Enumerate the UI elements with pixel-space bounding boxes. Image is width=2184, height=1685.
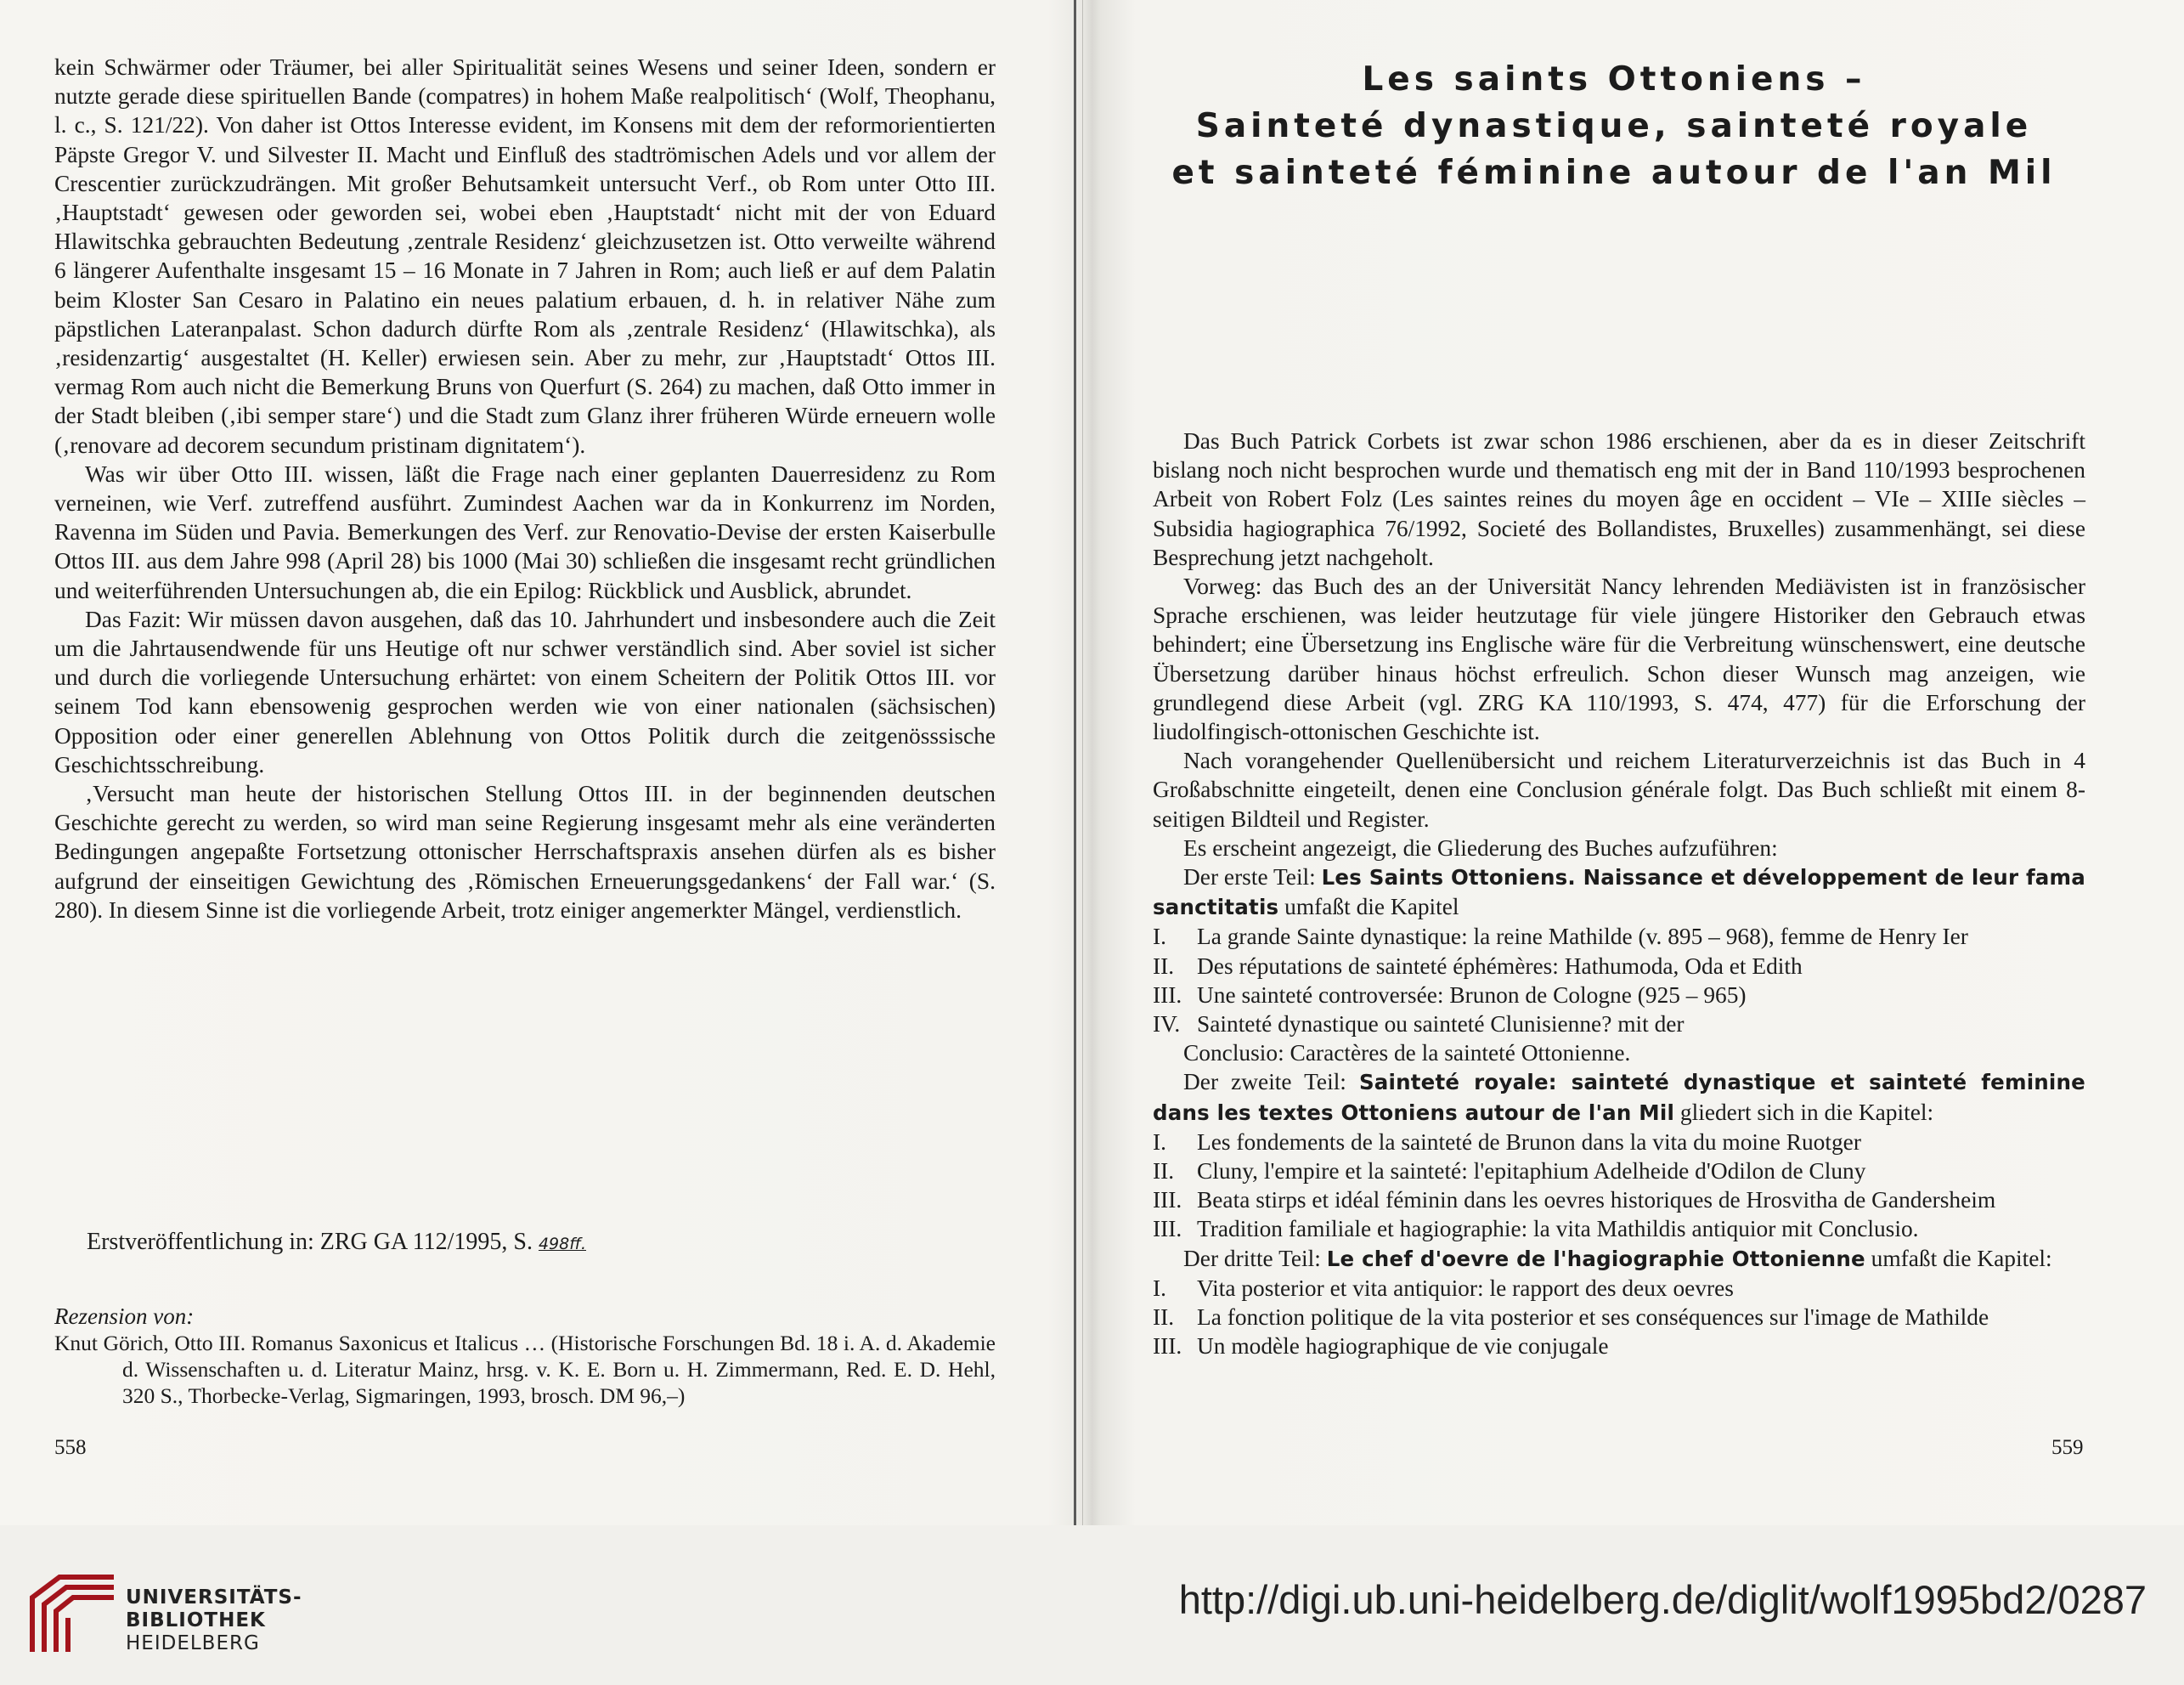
conclusio-line: Conclusio: Caractères de la sainteté Ottonienne. <box>1183 1040 1631 1066</box>
digitization-footer <box>0 1525 2184 1685</box>
list-item: II. Des réputations de sainteté éphémères: Hathumoda, Oda et Edith <box>1153 953 1803 979</box>
list-item: I. Les fondements de la sainteté de Brunon dans la vita du moine Ruotger <box>1153 1128 1861 1155</box>
part-heading: Der dritte Teil: Le chef d'oevre de l'hagiographie Ottonienne umfaßt die Kapitel: <box>1183 1245 2052 1271</box>
review-label: Rezension von: <box>54 1303 195 1329</box>
left-page-body <box>54 53 996 924</box>
list-item: I. La grande Sainte dynastique: la reine Mathilde (v. 895 – 968), femme de Henry Ier <box>1153 924 1968 950</box>
list-item: III. Beata stirps et idéal féminin dans les oevres historiques de Hrosvitha de Gandersheim <box>1153 1187 1996 1213</box>
title-line: Sainteté dynastique, sainteté royale <box>1195 107 2033 145</box>
right-paragraph: Vorweg: das Buch des an der Universität Nancy lehrenden Mediävisten ist in französischer Sprache erschienen, was leider heutzutage für viele jüngere Historiker den Gebrauch etwas behindert; eine Übersetzung ins Englische wäre für die Verbreitung wünschenswert, eine deutsche Übersetzung darüber hinaus höchst erfreulich. Schon dieser Wunsch mag anzeigen, wie grundlegend diese Arbeit (vgl. ZRG KA 110/1993, S. 474, 477) für die Erforschung der liudolfingisch-ottonischen Geschichte ist. <box>1153 574 2085 745</box>
article-title <box>1087 56 2141 196</box>
library-name: UNIVERSITÄTS- BIBLIOTHEK HEIDELBERG <box>126 1586 302 1654</box>
right-page-body <box>1153 427 2085 1361</box>
left-paragraph: Das Fazit: Wir müssen davon ausgehen, daß das 10. Jahrhundert und insbesondere auch die Zeit um die Jahrtausendwende für uns Heutige oft nur schwer verständlich sind. Aber soviel ist sicher und durch die vorliegende Untersuchung erhärtet: von einem Scheitern der Politik Ottos III. vor seinem Tod kann ebensowenig gesprochen werden wie von einer nationalen (sächsischen) Opposition oder einer generellen Ablehnung von Ottos Politik durch die zeitgenösssische Geschichtsschreibung. <box>54 606 996 777</box>
title-line: et sainteté féminine autour de l'an Mil <box>1171 154 2057 192</box>
list-item: III. Une sainteté controversée: Brunon de Cologne (925 – 965) <box>1153 981 1747 1008</box>
review-citation: Knut Görich, Otto III. Romanus Saxonicus et Italicus … (Historische Forschungen Bd. 18 i. A. d. Akademie d. Wissenschaften u. d. Literatur Mainz, hrsg. v. K. E. Born u. H. Zimmermann, Red. E. D. Hehl, 320 S., Thorbecke-Verlag, Sigmaringen, 1993, brosch. DM 96,–) <box>54 1331 996 1408</box>
list-item: II. Cluny, l'empire et la sainteté: l'epitaphium Adelheide d'Odilon de Cluny <box>1153 1158 1866 1185</box>
page-number-left: 558 <box>54 1436 87 1459</box>
right-paragraph: Es erscheint angezeigt, die Gliederung des Buches aufzuführen: <box>1183 834 1778 861</box>
title-line: Les saints Ottoniens – <box>1362 60 1866 99</box>
library-logo-icon <box>25 1572 121 1657</box>
chapter-list <box>1153 922 2085 1038</box>
left-paragraph: ‚Versucht man heute der historischen Stellung Ottos III. in der beginnenden deutschen Geschichte gerecht zu werden, so wird man seine Regierung insgesamt mehr als eine veränderten Bedingungen angepaßte Fortsetzung ottonischer Herrschaftspraxis ansehen dürfen als es bisher aufgrund der einseitigen Gewichtung des ‚Römischen Erneuerungsgedankens‘ der Fall war.‘ (S. 280). In diesem Sinne ist die vorliegende Arbeit, trotz einiger angemerkter Mängel, verdienstlich. <box>54 781 996 923</box>
list-item: II. La fonction politique de la vita posterior et ses conséquences sur l'image de Mathilde <box>1153 1304 1989 1331</box>
review-of <box>54 1303 996 1409</box>
right-paragraph: Nach vorangehender Quellenübersicht und reichem Literaturverzeichnis ist das Buch in 4 Großabschnitte eingeteilt, denen eine Conclusion générale folgt. Das Buch schließt mit einem 8-seitigen Bildteil und Register. <box>1153 748 2085 832</box>
publication-note: Erstveröffentlichung in: ZRG GA 112/1995, S. 498ff. <box>87 1229 586 1255</box>
list-item: III. Tradition familiale et hagiographie: la vita Mathildis antiquior mit Conclusio. <box>1153 1216 1919 1242</box>
chapter-list <box>1153 1128 2085 1244</box>
part-heading: Der erste Teil: Les Saints Ottoniens. Naissance et développement de leur fama sanctitatis umfaßt die Kapitel <box>1153 864 2086 920</box>
list-item: IV. Sainteté dynastique ou sainteté Clunisienne? mit der <box>1153 1011 1685 1038</box>
page-crease <box>1082 0 1083 1525</box>
handwritten-page-range: 498ff. <box>538 1235 586 1253</box>
chapter-list <box>1153 1274 2085 1361</box>
book-gutter <box>1074 0 1076 1525</box>
part-heading: Der zweite Teil: Sainteté royale: sainteté dynastique et sainteté feminine dans les textes Ottoniens autour de l'an Mil gliedert sich in die Kapitel: <box>1153 1069 2085 1125</box>
permalink-url[interactable]: http://digi.ub.uni-heidelberg.de/diglit/wolf1995bd2/0287 <box>1178 1577 2147 1622</box>
list-item: I. Vita posterior et vita antiquior: le rapport des deux oevres <box>1153 1275 1734 1301</box>
left-paragraph: Was wir über Otto III. wissen, läßt die Frage nach einer geplanten Dauerresidenz zu Rom verneinen, wie Verf. zutreffend ausführt. Zumindest Aachen war da in Konkurrenz im Norden, Ravenna im Süden und Pavia. Bemerkungen des Verf. zur Renovatio-Devise der ersten Kaiserbulle Ottos III. aus dem Jahre 998 (April 28) bis 1000 (Mai 30) schließen die insgesamt recht gründlichen und weiterführenden Untersuchungen ab, die ein Epilog: Rückblick und Ausblick, abrundet. <box>54 461 996 603</box>
list-item: III. Un modèle hagiographique de vie conjugale <box>1153 1333 1609 1360</box>
left-paragraph: kein Schwärmer oder Träumer, bei aller Spiritualität seines Wesens und seiner Ideen, sondern er nutzte gerade diese spirituellen Bande (compatres) in hohem Maße realpolitisch‘ (Wolf, Theophanu, l. c., S. 121/22). Von daher ist Ottos Interesse evident, im Konsens mit dem der reformorientierten Päpste Gregor V. und Silvester II. Macht und Einfluß des stadtrömischen Adels und vor allem der Crescentier zurückzudrängen. Mit großer Behutsamkeit untersucht Verf., ob Rom unter Otto III. ‚Hauptstadt‘ gewesen oder geworden sei, wobei eben ‚Hauptstadt‘ nicht mit der von Eduard Hlawitschka gebrauchten Bedeutung ‚zentrale Residenz‘ gleichzusetzen ist. Otto verweilte während 6 längerer Aufenthalte insgesamt 15 – 16 Monate in 7 Jahren in Rom; auch ließ er auf dem Palatin beim Kloster San Cesaro in Palatino ein neues palatium erbauen, d. h. in relativer Nähe zum päpstlichen Lateranpalast. Schon dadurch dürfte Rom als ‚zentrale Residenz‘ (Hlawitschka), als ‚residenzartig‘ ausgestaltet (H. Keller) erwiesen sein. Aber zu mehr, zur ‚Hauptstadt‘ Ottos III. vermag Rom auch nicht die Bemerkung Bruns von Querfurt (S. 264) zu machen, daß Otto immer in der Stadt bleiben (‚ibi semper stare‘) und die Stadt zum Glanz ihrer früheren Würde erneuern wolle (‚renovare ad decorem secundum pristinam dignitatem‘). <box>54 54 996 458</box>
page-number-right: 559 <box>2051 1436 2084 1459</box>
right-paragraph: Das Buch Patrick Corbets ist zwar schon 1986 erschienen, aber da es in dieser Zeitschrift bislang noch nicht besprochen wurde und thematisch eng mit der in Band 110/1993 besprochenen Arbeit von Robert Folz (Les saintes reines du moyen âge en occident – VIe – XIIIe siècles – Subsidia hagiographica 76/1992, Societé des Bollandistes, Bruxelles) zusammenhängt, sei diese Besprechung jetzt nachgeholt. <box>1153 428 2085 570</box>
